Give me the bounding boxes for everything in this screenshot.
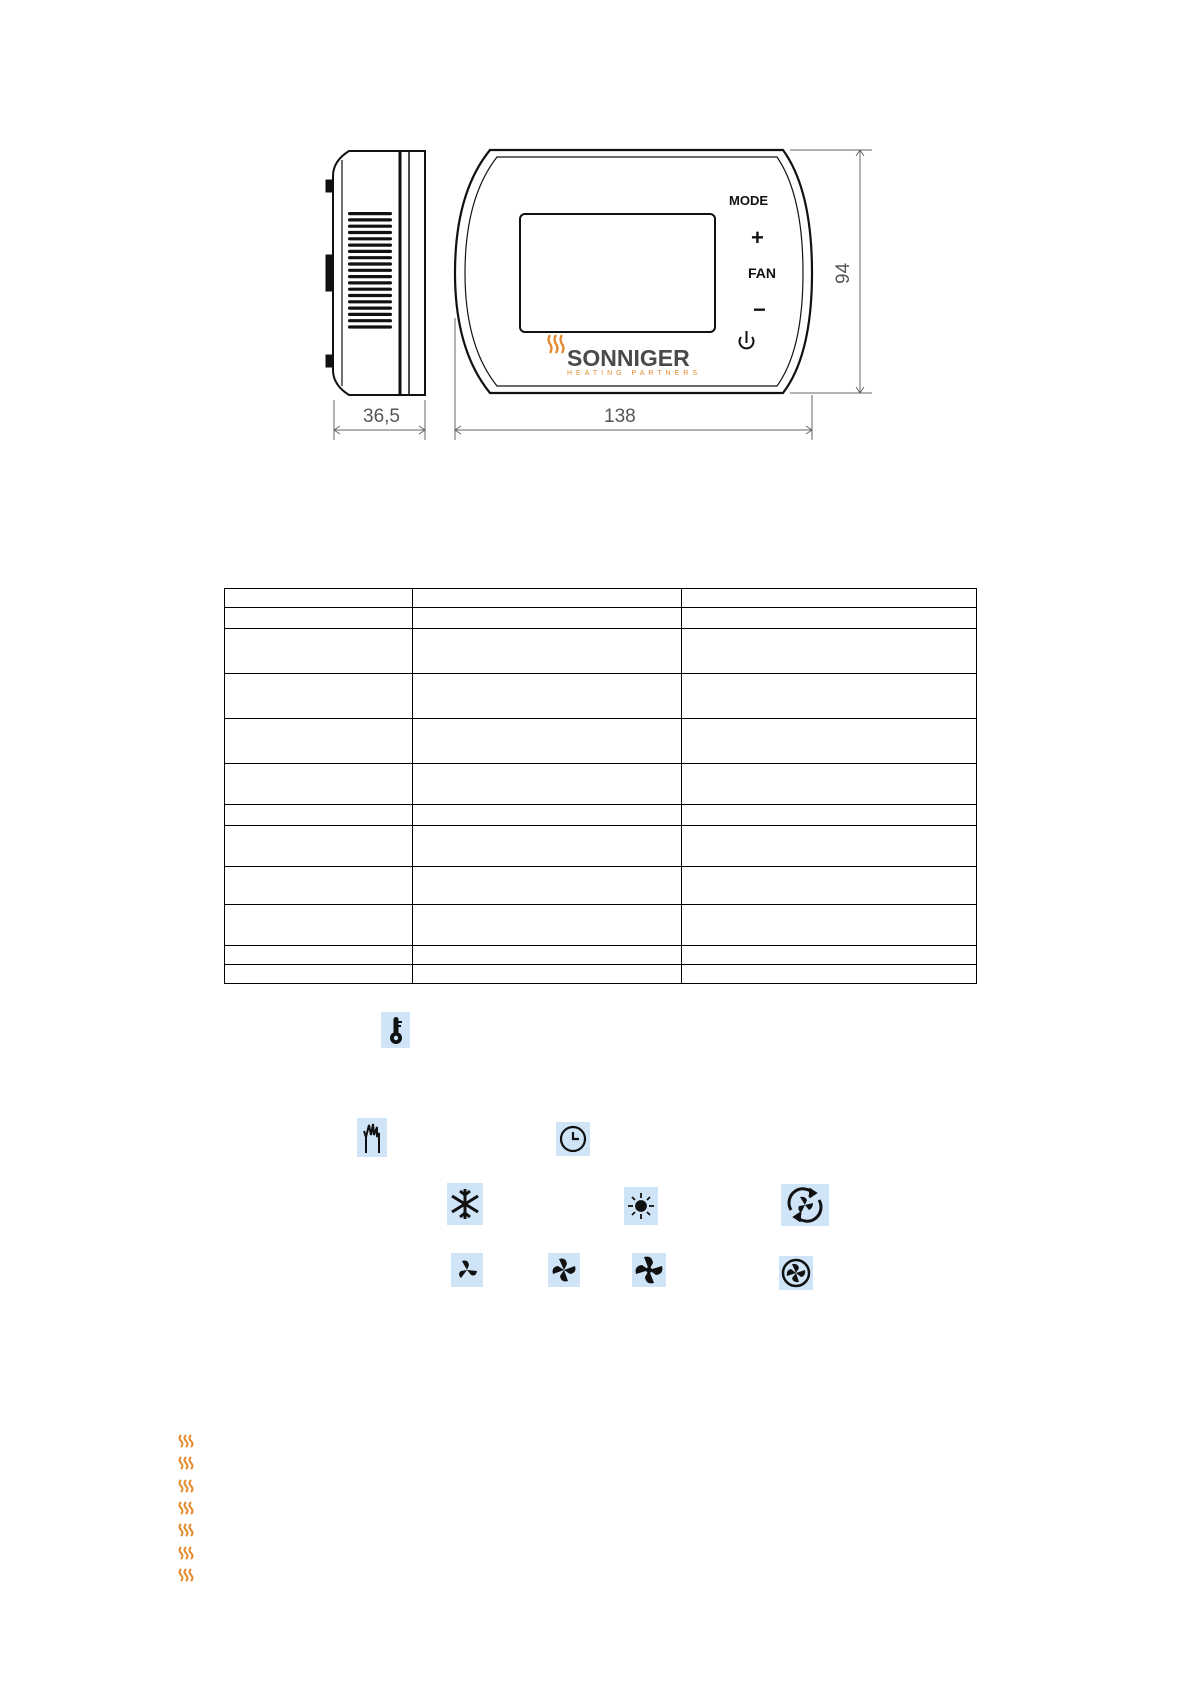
vent-slot xyxy=(348,325,392,328)
table-row xyxy=(225,764,977,805)
height-dimension: 94 xyxy=(833,262,854,284)
sonniger-waves-icon xyxy=(178,1545,196,1561)
table-cell xyxy=(682,867,977,905)
table-cell xyxy=(225,674,413,719)
vent-slot xyxy=(348,218,392,221)
table-cell xyxy=(225,589,413,608)
auto-cycle-icon xyxy=(781,1184,829,1226)
vent-slot xyxy=(348,288,392,291)
vent-slot xyxy=(348,281,392,284)
sonniger-waves-icon xyxy=(178,1478,196,1494)
vent-slot xyxy=(348,275,392,278)
vent-slot xyxy=(348,294,392,297)
table-cell xyxy=(413,674,682,719)
vent-slot xyxy=(348,313,392,316)
table-cell xyxy=(413,905,682,946)
vent-slot xyxy=(348,244,392,247)
table-cell xyxy=(225,826,413,867)
side-vent-slots xyxy=(348,212,392,329)
power-icon xyxy=(740,331,754,348)
vent-slot xyxy=(348,256,392,259)
table-cell xyxy=(682,965,977,984)
vent-slot xyxy=(348,231,392,234)
depth-dimension: 36,5 xyxy=(363,406,400,427)
fan-high-icon xyxy=(632,1253,666,1287)
thermometer-key-icon xyxy=(381,1012,410,1048)
vent-slot xyxy=(348,269,392,272)
table-cell xyxy=(413,867,682,905)
table-row xyxy=(225,946,977,965)
table-cell xyxy=(682,905,977,946)
table-cell xyxy=(682,764,977,805)
table-cell xyxy=(225,764,413,805)
table-cell xyxy=(682,629,977,674)
table-cell xyxy=(413,608,682,629)
snowflake-icon xyxy=(447,1183,483,1225)
vent-slot xyxy=(348,319,392,322)
sun-icon xyxy=(624,1187,658,1225)
table-cell xyxy=(225,905,413,946)
table-cell xyxy=(413,965,682,984)
table-cell xyxy=(682,826,977,867)
table-cell xyxy=(225,805,413,826)
table-cell xyxy=(413,629,682,674)
sonniger-logo-icon xyxy=(549,335,564,353)
vent-slot xyxy=(348,250,392,253)
width-dimension: 138 xyxy=(604,406,636,427)
brand-name: SONNIGER xyxy=(567,345,690,371)
table-cell xyxy=(413,589,682,608)
table-cell xyxy=(682,589,977,608)
table-cell xyxy=(225,629,413,674)
table-cell xyxy=(225,867,413,905)
sonniger-waves-icon xyxy=(178,1567,196,1583)
sonniger-waves-icon xyxy=(178,1455,196,1471)
table-cell xyxy=(413,946,682,965)
table-row xyxy=(225,965,977,984)
clock-icon xyxy=(556,1122,590,1156)
vent-slot xyxy=(348,262,392,265)
fan-button: FAN xyxy=(748,265,776,281)
table-row xyxy=(225,867,977,905)
sonniger-waves-icon xyxy=(178,1500,196,1516)
plus-button: + xyxy=(751,225,764,250)
vent-slot xyxy=(348,237,392,240)
hand-icon xyxy=(357,1118,387,1157)
table-cell xyxy=(225,608,413,629)
table-cell xyxy=(225,719,413,764)
sonniger-waves-icon xyxy=(178,1433,196,1449)
table-cell xyxy=(413,764,682,805)
table-row xyxy=(225,589,977,608)
table-cell xyxy=(682,608,977,629)
mode-button: MODE xyxy=(729,193,768,208)
vent-slot xyxy=(348,307,392,310)
table-cell xyxy=(225,965,413,984)
table-cell xyxy=(682,805,977,826)
vent-slot xyxy=(348,212,392,215)
table-row xyxy=(225,608,977,629)
fan-low-icon xyxy=(451,1253,483,1287)
fan-medium-icon xyxy=(548,1253,580,1287)
fan-auto-icon xyxy=(779,1256,813,1290)
dimension-lines xyxy=(334,150,872,440)
table-cell xyxy=(413,719,682,764)
table-row xyxy=(225,629,977,674)
table-cell xyxy=(413,805,682,826)
sonniger-waves-icon xyxy=(178,1522,196,1538)
table-row xyxy=(225,826,977,867)
minus-button: − xyxy=(753,297,766,322)
specification-table xyxy=(224,588,977,984)
thermostat-dimension-drawing xyxy=(0,0,1191,460)
table-cell xyxy=(225,946,413,965)
vent-slot xyxy=(348,225,392,228)
table-row xyxy=(225,805,977,826)
table-cell xyxy=(682,674,977,719)
table-row xyxy=(225,674,977,719)
table-cell xyxy=(682,719,977,764)
table-row xyxy=(225,719,977,764)
vent-slot xyxy=(348,300,392,303)
brand-tagline: HEATING PARTNERS xyxy=(567,370,702,377)
table-cell xyxy=(413,826,682,867)
table-cell xyxy=(682,946,977,965)
table-row xyxy=(225,905,977,946)
side-view xyxy=(326,151,425,395)
